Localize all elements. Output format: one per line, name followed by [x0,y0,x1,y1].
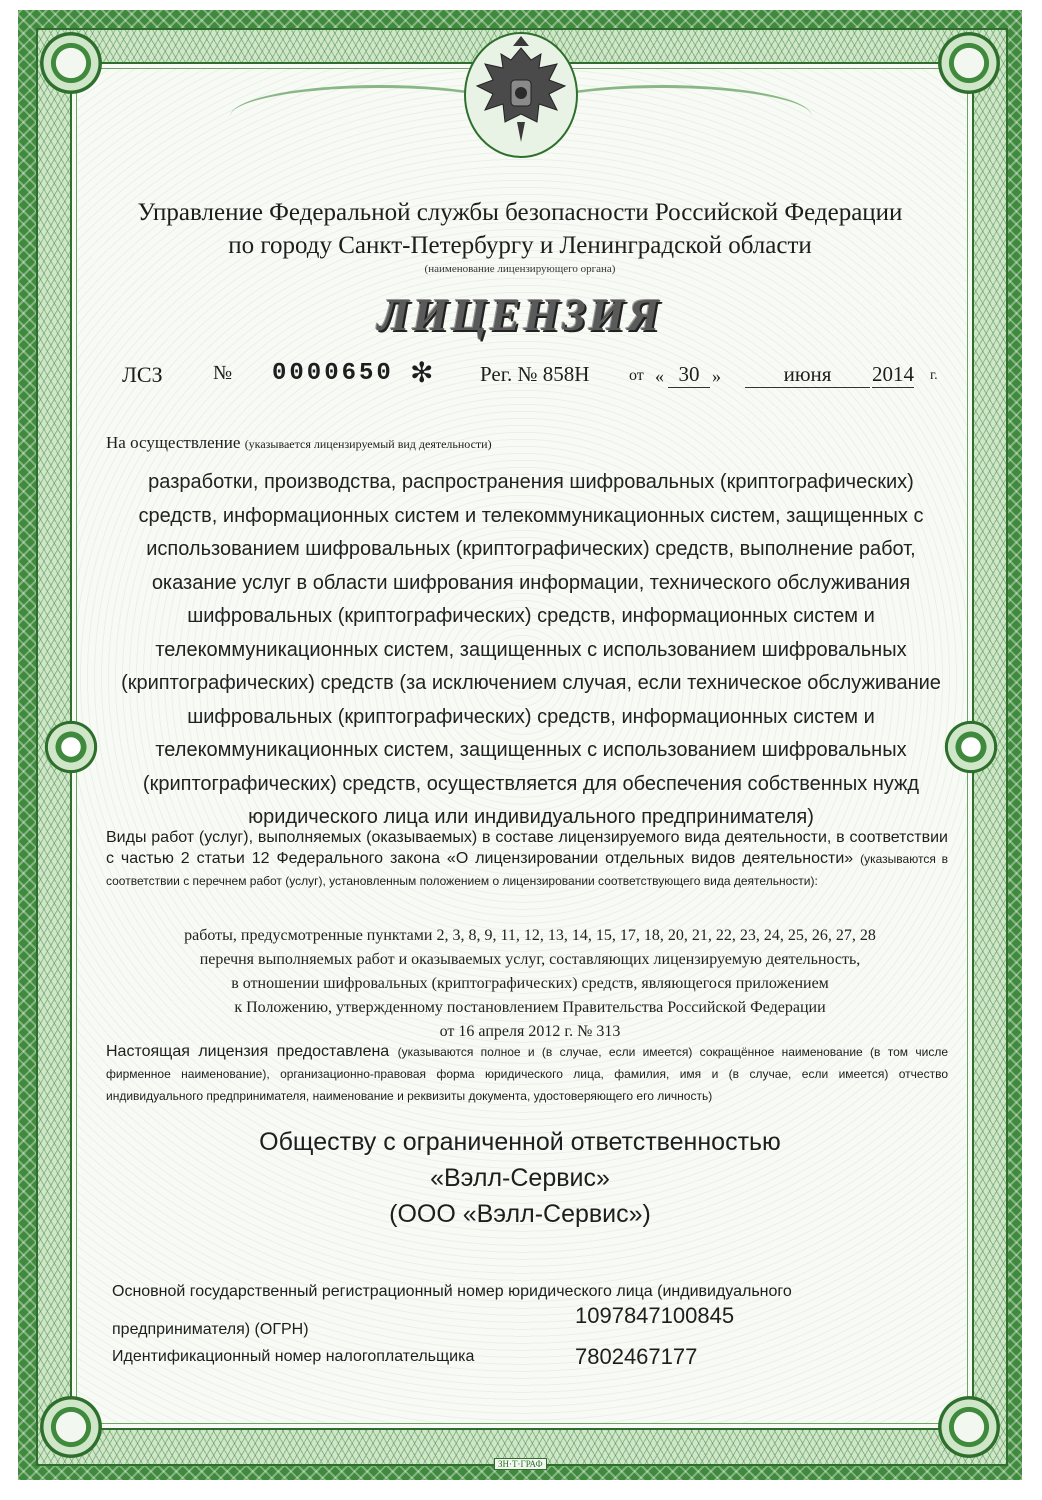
coat-of-arms-icon [461,30,581,160]
company-line-3: (ООО «Вэлл-Сервис») [389,1200,651,1228]
registration-number: Рег. № 858Н [480,362,590,386]
ogrn-label-line-1: Основной государственный регистрационный номер юридического лица (индивидуального [112,1283,792,1300]
date-from-label: от [629,367,644,384]
activity-label [106,433,492,453]
side-medallion-icon [44,720,98,774]
issuing-authority [70,196,970,262]
works-label-note: (указываются в соответствии с перечнем работ (услуг), установленным положением о лицензировании соответствующего вида деятельности): [106,852,948,888]
year-suffix: г. [930,368,938,383]
licensee-company [70,1124,970,1232]
issuer-line-1: Управление Федеральной службы безопасности Российской Федерации [137,199,903,226]
company-line-2: «Вэлл-Сервис» [430,1164,610,1192]
granted-label [106,1041,948,1107]
works-list [120,924,940,1044]
company-line-1: Обществу с ограниченной ответственностью [259,1128,781,1156]
inn-value: 7802467177 [575,1344,698,1369]
quote-open: « [655,366,664,386]
works-label [106,827,948,892]
activity-label-text: На осуществление [106,433,241,452]
issuer-line-2: по городу Санкт-Петербургу и Ленинградской области [228,232,812,259]
star-mark: ✻ [410,358,434,389]
corner-rosette-icon [36,1392,106,1462]
side-medallion-icon [944,720,998,774]
works-line: работы, предусмотренные пунктами 2, 3, 8, 9, 11, 12, 13, 14, 15, 17, 18, 20, 21, 22, 23, 24, 25, 26, 27, 28 [184,927,876,944]
corner-rosette-icon [36,28,106,98]
document-title: ЛИЦЕНЗИЯ [377,289,663,340]
works-line: от 16 апреля 2012 г. № 313 [439,1023,621,1040]
works-line: в отношении шифровальных (криптографических) средств, являющегося приложением [231,975,829,992]
corner-rosette-icon [934,1392,1004,1462]
license-number: 0000650 [272,360,394,387]
activity-label-note: (указывается лицензируемый вид деятельности) [244,437,492,451]
issuer-caption: (наименование лицензирующего органа) [424,263,616,275]
works-line: перечня выполняемых работ и оказываемых услуг, составляющих лицензируемую деятельность, [199,951,861,968]
ogrn-label [112,1273,942,1349]
number-sign: № [213,362,233,384]
issue-year: 2014 [872,362,914,386]
issue-month: июня [745,362,870,388]
works-label-text: Виды работ (услуг), выполняемых (оказываемых) в составе лицензируемого вида деятельности, в соответствии с частью 2 статьи 12 Федерального закона «О лицензировании отдельных видов деятельности» [106,829,948,867]
licensed-activity: разработки, производства, распространения шифровальных (криптографических) средств, информационных систем и телекоммуникационных систем, защищенных с использованием шифровальных (криптографических) средств, выполнение работ, оказание услуг в области шифрования информации, технического обслуживания шифровальных (криптографических) средств, информационных систем и телекоммуникационных систем, защищенных с использованием шифровальных (криптографических) средств (за исключением случая, если техническое обслуживание шифровальных (криптографических) средств, информационных систем и телекоммуникационных систем, защищенных с использованием шифровальных (криптографических) средств, осуществляется для обеспечения собственных нужд юридического лица или индивидуального предпринимателя) [121,471,941,828]
granted-label-note: (указываются полное и (в случае, если имеется) сокращённое наименование (в том числе фирменное наименование), организационно-правовая форма юридического лица, фамилия, имя и (в случае, если имеется) отчество индивидуального предпринимателя, наименование и реквизиты документа, удостоверяющего его личность) [106,1045,948,1103]
works-line: к Положению, утвержденному постановлением Правительства Российской Федерации [234,999,826,1016]
granted-label-text: Настоящая лицензия предоставлена [106,1043,390,1060]
ogrn-label-line-2: предпринимателя) (ОГРН) [112,1321,309,1338]
issue-day: 30 [668,362,710,388]
ogrn-value: 1097847100845 [575,1303,735,1328]
license-series: ЛСЗ [122,362,163,387]
corner-rosette-icon [934,28,1004,98]
printer-mark: ЗН·Т·ГРАФ [494,1458,547,1470]
quote-close: » [712,366,721,386]
inn-label: Идентификационный номер налогоплательщика [112,1348,475,1365]
